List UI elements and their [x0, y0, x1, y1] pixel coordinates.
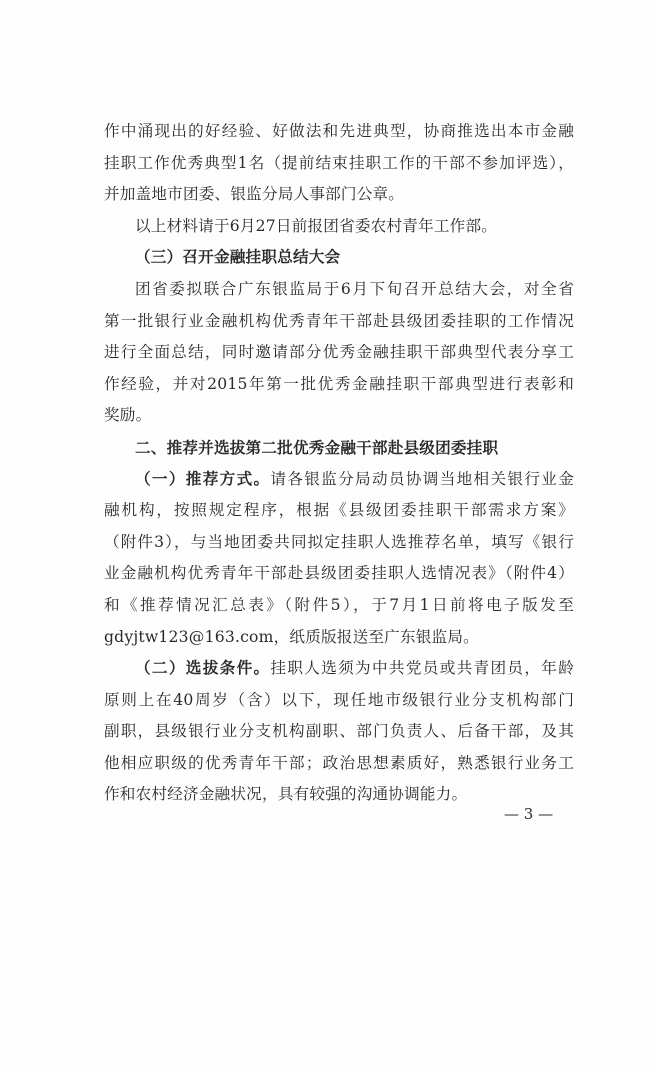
text-line: 作中涌现出的好经验、好做法和先进典型，协商推选出本市金融 [104, 122, 574, 140]
text-line: 团省委拟联合广东银监局于6月下旬召开总结大会，对全省 [135, 279, 574, 298]
document-body [104, 116, 574, 811]
text-line: 作和农村经济金融状况，具有较强的沟通协调能力。 [104, 785, 468, 804]
text-line: gdyjtw123@163.com，纸质版报送至广东银监局。 [104, 627, 479, 646]
text-line [104, 653, 574, 685]
section-subheading-summary-meeting: （三）召开金融挂职总结大会 [135, 248, 341, 267]
text-line: 进行全面总结，同时邀请部分优秀金融挂职干部典型代表分享工 [104, 343, 574, 362]
text-line: 他相应职级的优秀青年干部；政治思想素质好，熟悉银行业务工 [104, 753, 574, 772]
text-line: 以上材料请于6月27日前报团省委农村青年工作部。 [135, 216, 498, 235]
section-heading-second-batch: 二、推荐并选拔第二批优秀金融干部赴县级团委挂职 [135, 437, 499, 457]
text-line-content: 请各银监分局动员协调当地相关银行业金 [270, 469, 574, 488]
paragraph-materials-continued [104, 116, 574, 211]
text-line: 原则上在40周岁（含）以下，现任地市级银行业分支机构部门 [104, 690, 574, 709]
paragraph-lead-selection-criteria: （二）选拔条件。 [135, 659, 271, 678]
text-line: 业金融机构优秀青年干部赴县级团委挂职人选情况表》（附件4） [104, 564, 574, 583]
paragraph-recommendation-method [104, 464, 574, 654]
paragraph-selection-criteria [104, 653, 574, 811]
page-number: — 3 — [504, 805, 554, 823]
text-line: 和《推荐情况汇总表》（附件5），于7月1日前将电子版发至 [104, 595, 574, 614]
paragraph-summary-meeting [104, 274, 574, 432]
text-line: （附件3），与当地团委共同拟定挂职人选推荐名单，填写《银行 [104, 532, 574, 551]
paragraph-submission-deadline [104, 211, 574, 243]
text-line: 作经验，并对2015年第一批优秀金融挂职干部典型进行表彰和 [104, 374, 574, 393]
text-line: 并加盖地市团委、银监分局人事部门公章。 [104, 185, 405, 204]
text-line: 挂职工作优秀典型1名（提前结束挂职工作的干部不参加评选）， [104, 153, 574, 172]
text-line-content: 挂职人选须为中共党员或共青团员，年龄 [270, 659, 574, 678]
text-line [104, 464, 574, 496]
paragraph-lead-recommendation-method: （一）推荐方式。 [135, 469, 271, 488]
text-line: 第一批银行业金融机构优秀青年干部赴县级团委挂职的工作情况 [104, 311, 574, 330]
text-line: 融机构，按照规定程序，根据《县级团委挂职干部需求方案》 [104, 501, 574, 520]
text-line: 奖励。 [104, 406, 152, 425]
text-line: 副职，县级银行业分支机构副职、部门负责人、后备干部，及其 [104, 722, 574, 741]
